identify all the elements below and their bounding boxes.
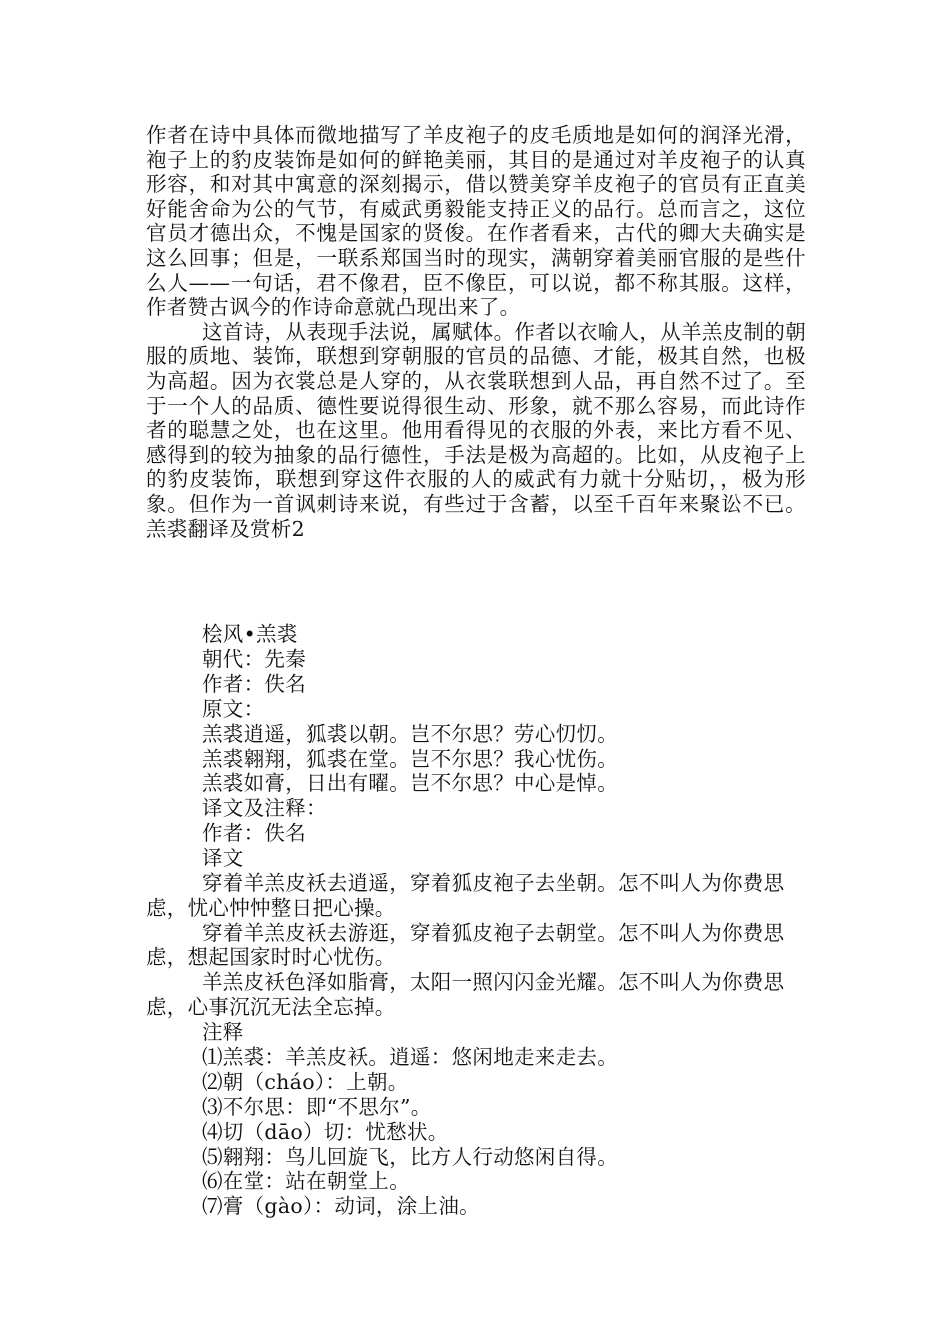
translation-author: 作者：佚名 xyxy=(202,821,306,846)
commentary-section xyxy=(146,123,806,541)
translation-section xyxy=(146,871,806,1020)
note-item: ⑸翱翔：鸟儿回旋飞，比方人行动悠闲自得。 xyxy=(202,1144,618,1169)
poem-line-1: 羔裘逍遥，狐裘以朝。岂不尔思？劳心忉忉。 xyxy=(202,721,618,746)
translation-stanza-3: 羊羔皮袄色泽如脂膏，太阳一照闪闪金光耀。怎不叫人为你费思虑，心事沉沉无法全忘掉。 xyxy=(146,970,785,1019)
note-item: ⑷切（dāo）切：忧愁状。 xyxy=(202,1119,449,1144)
poem-header xyxy=(202,622,806,871)
notes-label: 注释 xyxy=(202,1020,244,1044)
translation-stanza-2: 穿着羊羔皮袄去游逛，穿着狐皮袍子去朝堂。怎不叫人为你费思虑，想起国家时时心忧伤。 xyxy=(146,920,785,970)
note-item: ⑴羔裘：羊羔皮袄。逍遥：悠闲地走来走去。 xyxy=(202,1044,618,1069)
poem-author: 作者：佚名 xyxy=(202,671,306,696)
commentary-paragraph-1: 作者在诗中具体而微地描写了羊皮袍子的皮毛质地是如何的润泽光滑，袍子上的豹皮装饰是如何的鲜艳美丽，其目的是通过对羊皮袍子的认真形容，和对其中寓意的深刻揭示，借以赞美穿羊皮袍子的官员有正直美好能舍命为公的气节，有威武勇毅能支持正义的品行。总而言之，这位官员才德出众，不愧是国家的贤俊。在作者看来，古代的卿大夫确实是这么回事；但是，一联系郑国当时的现实，满朝穿着美丽官服的是些什么人——一句话，君不像君，臣不像臣，可以说，都不称其服。这样，作者赞古讽今的作诗命意就凸现出来了。 xyxy=(146,123,806,320)
note-item: ⑺膏（gào）：动词，涂上油。 xyxy=(202,1194,480,1219)
commentary-paragraph-2: 这首诗，从表现手法说，属赋体。作者以衣喻人，从羊羔皮制的朝服的质地、装饰，联想到穿朝服的官员的品德、才能，极其自然，也极为高超。因为衣裳总是人穿的，从衣裳联想到人品，再自然不过了。至于一个人的品质、德性要说得很生动、形象，就不那么容易，而此诗作者的聪慧之处，也在这里。他用看得见的衣服的外表，来比方看不见、感得到的较为抽象的品行德性，手法是极为高超的。比如，从皮袍子上的豹皮装饰，联想到穿这件衣服的人的威武有力就十分贴切，，极为形象。但作为一首讽刺诗来说，有些过于含蓄，以至千百年来聚讼不已。羔裘翻译及赏析2 xyxy=(146,319,806,541)
note-item: ⑶不尔思：即“不思尔”。 xyxy=(202,1094,432,1119)
note-item: ⑹在堂：站在朝堂上。 xyxy=(202,1169,410,1194)
translation-notes-label: 译文及注释： xyxy=(202,796,327,821)
translation-stanza-1: 穿着羊羔皮袄去逍遥，穿着狐皮袍子去坐朝。怎不叫人为你费思虑，忧心忡忡整日把心操。 xyxy=(146,871,785,920)
original-label: 原文： xyxy=(202,696,265,721)
notes-section xyxy=(202,1020,806,1219)
note-item: ⑵朝（cháo）：上朝。 xyxy=(202,1069,409,1094)
poem-line-2: 羔裘翱翔，狐裘在堂。岂不尔思？我心忧伤。 xyxy=(202,746,618,771)
translation-label: 译文 xyxy=(202,846,244,871)
poem-line-3: 羔裘如膏，日出有曜。岂不尔思？中心是悼。 xyxy=(202,771,618,796)
poem-dynasty: 朝代：先秦 xyxy=(202,646,306,671)
poem-title: 桧风•羔裘 xyxy=(202,622,298,646)
